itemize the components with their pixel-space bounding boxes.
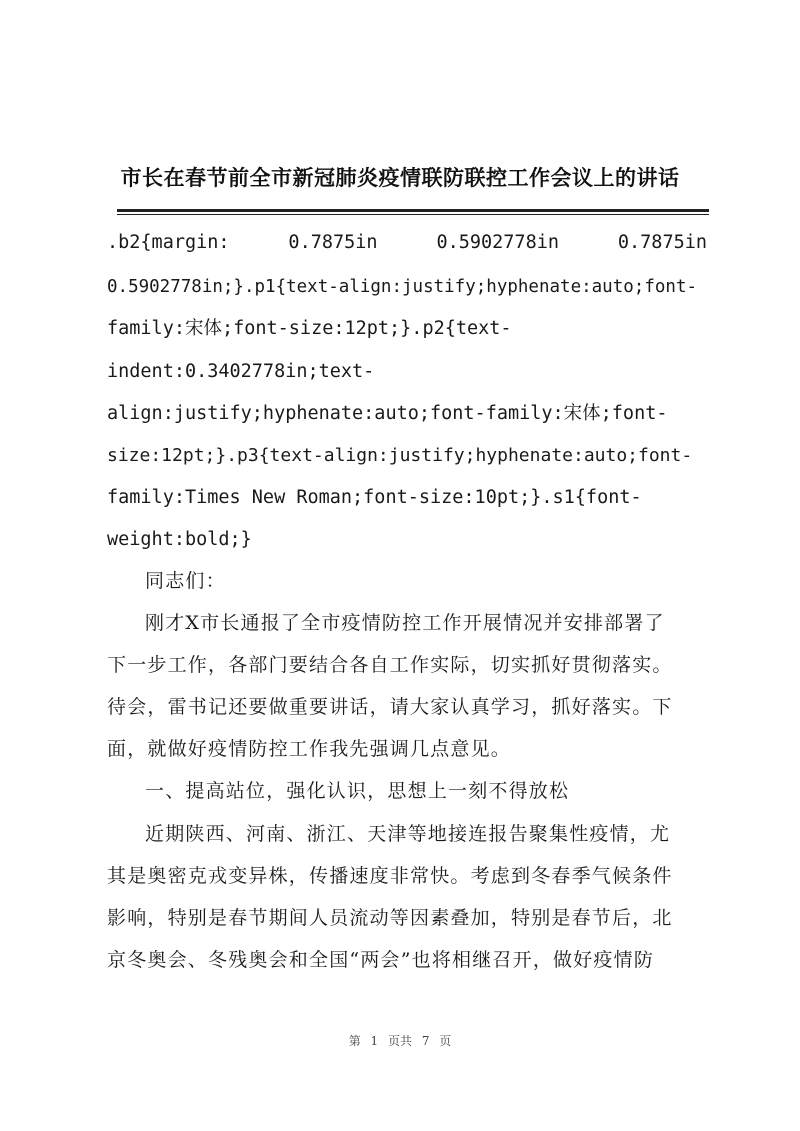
css-line: .b2{margin: 0.7875in 0.5902778in 0.7875in [107,232,707,253]
section-line: 近期陕西、河南、浙江、天津等地接连报告聚集性疫情，尤 [145,823,671,845]
section-line: 影响，特别是春节期间人员流动等因素叠加，特别是春节后，北 [107,907,673,929]
body-line: 刚才X市长通报了全市疫情防控工作开展情况并安排部署了 [145,612,665,634]
css-line: 0.5902778in;}.p1{text-align:justify;hyphenate:auto;font- [107,277,698,297]
body-line: 面，就做好疫情防控工作我先强调几点意见。 [107,738,512,760]
section-heading: 一、提高站位，强化认识，思想上一刻不得放松 [145,780,570,802]
css-line: family:宋体;font-size:12pt;}.p2{text- [107,318,512,339]
page-footer: 第 1 页共 7 页 [348,1034,452,1048]
greeting: 同志们： [145,570,226,592]
body-line: 下一步工作，各部门要结合各自工作实际，切实抓好贯彻落实。 [107,654,673,676]
css-line: size:12pt;}.p3{text-align:justify;hyphenate:auto;font- [107,445,693,466]
title-rule-thin [117,214,709,215]
title-rule-thick [117,209,709,212]
section-line: 京冬奥会、冬残奥会和全国“两会”也将相继召开，做好疫情防 [107,949,655,971]
css-line: indent:0.3402778in;text- [107,361,375,382]
section-line: 其是奥密克戎变异株，传播速度非常快。考虑到冬春季气候条件 [107,865,673,887]
css-line: family:Times New Roman;font-size:10pt;}.s1{font- [107,487,642,508]
css-line: align:justify;hyphenate:auto;font-family:宋体;font- [107,403,668,424]
body-line: 待会，雷书记还要做重要讲话，请大家认真学习，抓好落实。下 [107,696,673,718]
css-line: weight:bold;} [107,529,252,550]
document-title: 市长在春节前全市新冠肺炎疫情联防联控工作会议上的讲话 [120,165,680,190]
